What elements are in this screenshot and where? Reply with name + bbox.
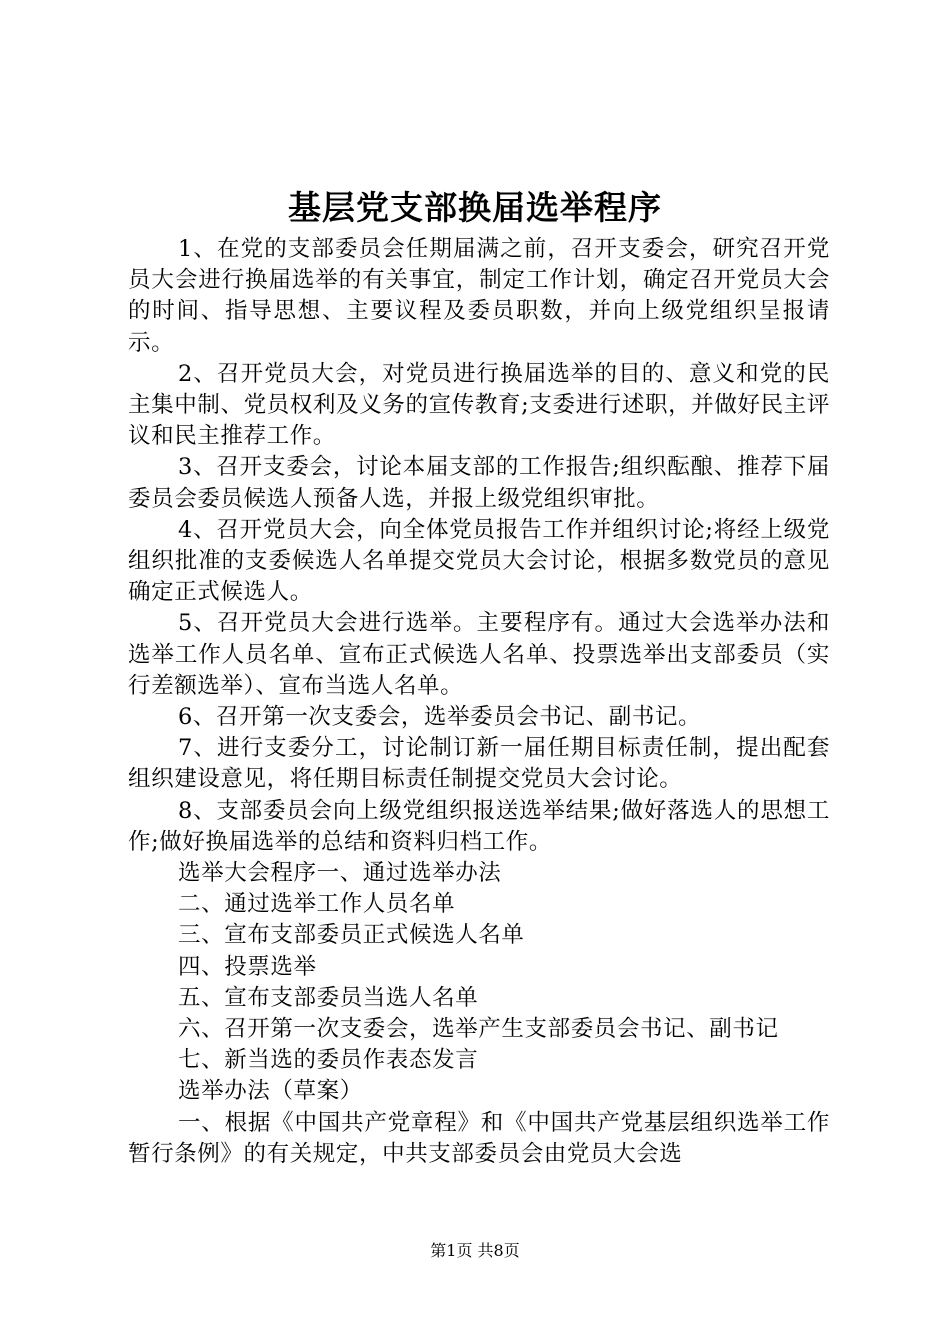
election-procedure-item-5: 五、宣布支部委员当选人名单 [178, 984, 479, 1011]
election-procedure-item-2: 二、通过选举工作人员名单 [178, 891, 456, 918]
election-method-item-1: 一、根据《中国共产党章程》和《中国共产党基层组织选举工作暂行条例》的有关规定，中共支部委员会由党员大会选 [128, 1109, 830, 1167]
paragraph-5: 5、召开党员大会进行选举。主要程序有。通过大会选举办法和选举工作人员名单、宣布正式候选人名单、投票选举出支部委员（实行差额选举）、宣布当选人名单。 [128, 610, 830, 699]
page-number: 第1页 共8页 [430, 1241, 520, 1260]
paragraph-8: 8、支部委员会向上级党组织报送选举结果;做好落选人的思想工作;做好换届选举的总结和资料归档工作。 [128, 797, 830, 855]
paragraph-6: 6、召开第一次支委会，选举委员会书记、副书记。 [178, 704, 702, 731]
election-procedure-item-7: 七、新当选的委员作表态发言 [178, 1047, 479, 1074]
election-procedure-item-4: 四、投票选举 [178, 953, 317, 980]
election-procedure-item-1: 选举大会程序一、通过选举办法 [178, 860, 502, 887]
election-procedure-item-3: 三、宣布支部委员正式候选人名单 [178, 922, 525, 949]
election-procedure-item-6: 六、召开第一次支委会，选举产生支部委员会书记、副书记 [178, 1016, 779, 1043]
paragraph-2: 2、召开党员大会，对党员进行换届选举的目的、意义和党的民主集中制、党员权利及义务的宣传教育;支委进行述职，并做好民主评议和民主推荐工作。 [128, 360, 830, 450]
paragraph-1: 1、在党的支部委员会任期届满之前，召开支委会，研究召开党员大会进行换届选举的有关事宜，制定工作计划，确定召开党员大会的时间、指导思想、主要议程及委员职数，并向上级党组织呈报请示。 [128, 236, 830, 356]
document-title: 基层党支部换届选举程序 [288, 188, 662, 227]
paragraph-4: 4、召开党员大会，向全体党员报告工作并组织讨论;将经上级党组织批准的支委候选人名单提交党员大会讨论，根据多数党员的意见确定正式候选人。 [128, 516, 830, 606]
election-method-heading: 选举办法（草案） [178, 1078, 363, 1105]
paragraph-3: 3、召开支委会，讨论本届支部的工作报告;组织酝酿、推荐下届委员会委员候选人预备人选，并报上级党组织审批。 [128, 454, 830, 512]
paragraph-7: 7、进行支委分工，讨论制订新一届任期目标责任制，提出配套组织建设意见，将任期目标责任制提交党员大会讨论。 [128, 735, 830, 793]
document-body [128, 234, 830, 1170]
